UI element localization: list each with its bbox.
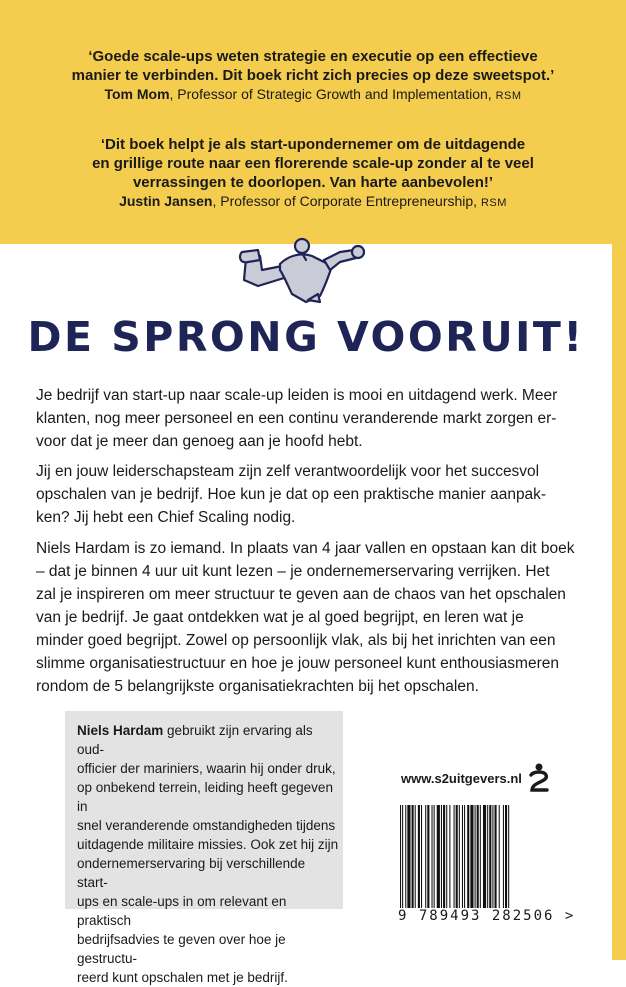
- quote-1-attribution: [0, 85, 626, 106]
- author-bio-box: [65, 711, 343, 985]
- publisher-website: www.s2uitgevers.nl: [401, 771, 522, 786]
- quote-1-name: Tom Mom: [104, 86, 170, 102]
- blurb-paragraph-3: Niels Hardam is zo iemand. In plaats van 4 jaar vallen en opstaan kan dit boek – dat je binnen 4 uur uit kunt lezen – je ondernemerservaring verrijken. Het zal je inspireren om meer structuur te geven aan de chaos van het opschalen van je bedrijf. Je gaat ontdekken wat je al goed begrijpt, en leren wat je minder goed begrijpt. Zowel op persoonlijk vlak, als bij het inrichten van een slimme organisatiestructuur en hoe je jouw personeel kunt enthousiasmeren rondom de 5 belangrijkste organisatiekrachten bij het opschalen.: [36, 540, 575, 695]
- author-bio-body: gebruikt zijn ervaring als oud- officier der mariniers, waarin hij onder druk, op onbekend terrein, leiding heeft gegeven in snel veranderende omstandigheden tijdens uitdagende militaire missies. Ook zet hij zijn ondernemerservaring bij verschillende start- ups en scale-ups in om relevant en praktisch bedrijfsadvies te geven over hoe je gestructu- reerd kunt opschalen met je bedrijf.: [77, 723, 339, 985]
- blurb-paragraph-1: Je bedrijf van start-up naar scale-up leiden is mooi en uitdagend werk. Meer klanten, nog meer personeel en een continu veranderende markt zorgen er- voor dat je meer dan genoeg aan je hoofd hebt.: [36, 387, 558, 450]
- quote-1-org: RSM: [495, 90, 522, 102]
- quote-2-name: Justin Jansen: [119, 193, 213, 209]
- quote-1-text: ‘Goede scale-ups weten strategie en executie op een effectieve manier te verbinden. Dit boek richt zich precies op deze sweetspot.’: [71, 48, 555, 84]
- isbn-barcode: [398, 805, 577, 908]
- quote-1: [0, 47, 626, 106]
- blurb-paragraph-2: Jij en jouw leiderschapsteam zijn zelf verantwoordelijk voor het succesvol opschalen van je bedrijf. Hoe kun je dat op een praktische manier aanpak- ken? Jij hebt een Chief Scaling nodig.: [36, 463, 547, 526]
- quote-2-role: , Professor of Corporate Entrepreneurship,: [212, 193, 481, 209]
- quote-2-text: ‘Dit boek helpt je als start-upondernemer om de uitdagende en grillige route naar een florerende scale-up zonder al te veel verrassingen te doorlopen. Van harte aanbevolen!’: [92, 136, 534, 191]
- quote-2-org: RSM: [480, 197, 507, 209]
- isbn-number: 9 789493 282506 >: [398, 908, 576, 924]
- s2-publisher-logo-icon: [528, 763, 550, 793]
- author-name: Niels Hardam: [77, 723, 164, 738]
- leaping-figure-illustration: [236, 230, 376, 310]
- author-bio-text: [77, 721, 339, 987]
- book-title: DE SPRONG VOORUIT!: [27, 313, 585, 361]
- quote-2-attribution: [0, 192, 626, 213]
- quote-2: [0, 135, 626, 213]
- quote-1-role: , Professor of Strategic Growth and Implementation,: [169, 86, 496, 102]
